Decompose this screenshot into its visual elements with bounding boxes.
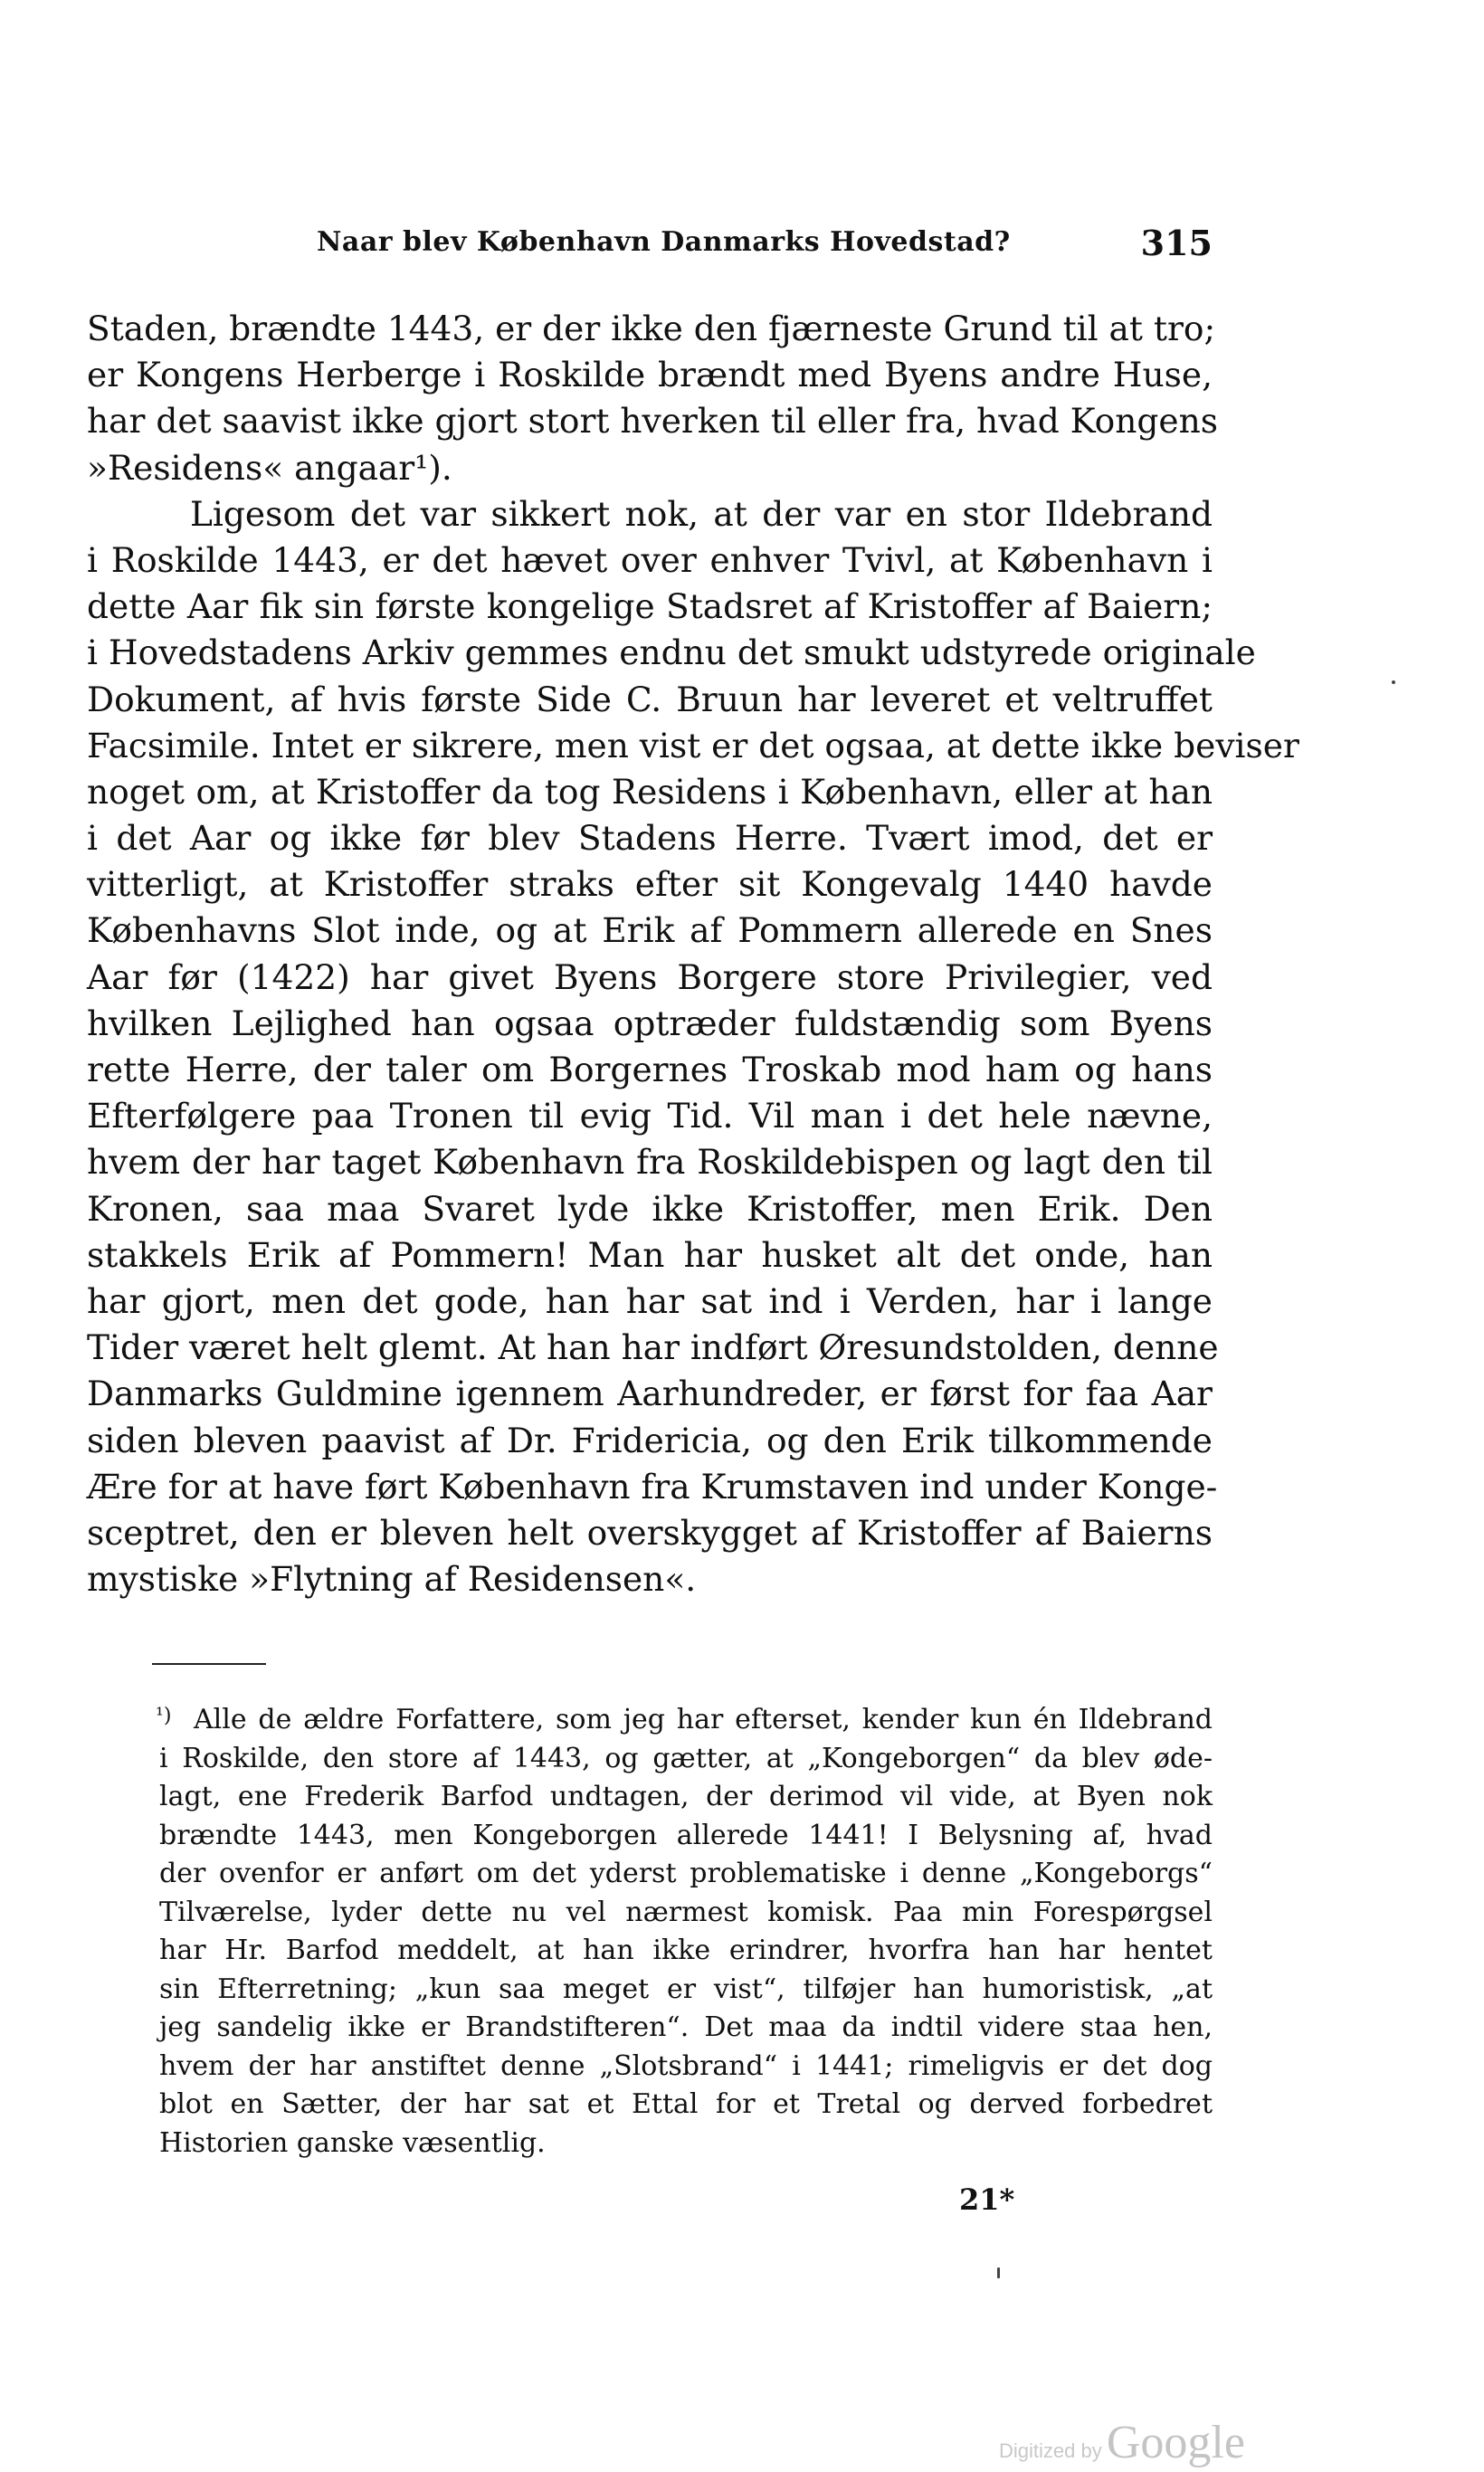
body-line: Danmarks Guldmine igennem Aarhundreder, er først for faa Aar <box>87 1374 1213 1414</box>
footnote-line: Historien ganske væsentlig. <box>159 2126 546 2159</box>
body-line: Facsimile. Intet er sikrere, men vist er det ogsaa, at dette ikke beviser <box>87 725 1299 765</box>
body-line: Københavns Slot inde, og at Erik af Pommern allerede en Snes <box>87 910 1213 951</box>
running-header <box>317 223 1213 271</box>
body-line: Kronen, saa maa Svaret lyde ikke Kristoffer, men Erik. Den <box>87 1188 1213 1229</box>
body-line: Aar før (1422) har givet Byens Borgere store Privilegier, ved <box>87 956 1213 997</box>
body-line: Ligesom det var sikkert nok, at der var en stor Ildebrand <box>190 493 1213 534</box>
body-line: hvilken Lejlighed han ogsaa optræder fuldstændig som Byens <box>87 1003 1213 1043</box>
body-line: dette Aar fik sin første kongelige Stadsret af Kristoffer af Baiern; <box>87 586 1213 627</box>
body-line: mystiske »Flytning af Residensen«. <box>87 1559 697 1600</box>
footnote-line: Alle de ældre Forfattere, som jeg har efterset, kender kun én Ildebrand <box>194 1704 1213 1735</box>
body-line: har det saavist ikke gjort stort hverken til eller fra, hvad Kongens <box>87 401 1218 442</box>
body-line: Dokument, af hvis første Side C. Bruun har leveret et veltruffet <box>87 679 1213 719</box>
body-line: stakkels Erik af Pommern! Man har husket alt det onde, han <box>87 1234 1213 1275</box>
body-line: er Kongens Herberge i Roskilde brændt med Byens andre Huse, <box>87 355 1213 395</box>
footnote-line: der ovenfor er anført om det yderst problematiske i denne „Kongeborgs“ <box>159 1858 1213 1889</box>
body-line: hvem der har taget København fra Roskildebispen og lagt den til <box>87 1142 1213 1183</box>
body-line: »Residens« angaar¹). <box>87 447 452 488</box>
speck-mark <box>1392 680 1395 684</box>
footnote-line: hvem der har anstiftet denne „Slotsbrand“ i 1441; rimeligvis er det dog <box>159 2049 1213 2082</box>
body-line: rette Herre, der taler om Borgernes Troskab mod ham og hans <box>87 1050 1213 1089</box>
footnote-line: brændte 1443, men Kongeborgen allerede 1441! I Belysning af, hvad <box>159 1819 1213 1851</box>
body-line: har gjort, men det gode, han har sat ind i Verden, har i lange <box>87 1280 1213 1321</box>
running-title: Naar blev København Danmarks Hovedstad? <box>317 226 1011 258</box>
footnote-marker: ¹) <box>156 1705 172 1727</box>
body-line: i det Aar og ikke før blev Stadens Herre. Tvært imod, det er <box>87 818 1213 859</box>
signature-mark: 21* <box>959 2182 1015 2217</box>
footnote-line: jeg sandelig ikke er Brandstifteren“. Det maa da indtil videre staa hen, <box>159 2011 1213 2043</box>
body-text <box>87 306 1299 1602</box>
footnote-line: lagt, ene Frederik Barfod undtagen, der derimod vil vide, at Byen nok <box>159 1781 1213 1812</box>
footnote <box>156 1701 1213 2163</box>
footnote-line: har Hr. Barfod meddelt, at han ikke erindrer, hvorfra han har hentet <box>159 1935 1213 1966</box>
google-logo: Google <box>1106 2417 1245 2468</box>
body-line: vitterligt, at Kristoffer straks efter sit Kongevalg 1440 havde <box>87 864 1213 905</box>
footnote-divider <box>152 1663 266 1665</box>
body-line: i Hovedstadens Arkiv gemmes endnu det smukt udstyrede originale <box>87 632 1256 673</box>
watermark-prefix: Digitized by <box>999 2439 1102 2462</box>
body-line: Ære for at have ført København fra Krumstaven ind under Konge- <box>87 1466 1218 1507</box>
body-line: sceptret, den er bleven helt overskygget af Kristoffer af Baierns <box>87 1512 1213 1553</box>
body-line: Staden, brændte 1443, er der ikke den fjærneste Grund til at tro; <box>87 309 1216 348</box>
footnote-line: sin Efterretning; „kun saa meget er vist“, tilføjer han humoristisk, „at <box>159 1973 1213 2005</box>
footnote-line: blot en Sætter, der har sat et Ettal for et Tretal og derved forbedret <box>159 2088 1213 2120</box>
body-line: siden bleven paavist af Dr. Fridericia, og den Erik tilkommende <box>87 1420 1213 1460</box>
body-line: Efterfølgere paa Tronen til evig Tid. Vil man i det hele nævne, <box>87 1096 1213 1136</box>
page-number: 315 <box>1140 223 1213 263</box>
body-line: i Roskilde 1443, er det hævet over enhver Tvivl, at København i <box>87 539 1213 580</box>
body-line: Tider været helt glemt. At han har indført Øresundstolden, denne <box>87 1327 1219 1368</box>
speck-mark <box>997 2268 1000 2278</box>
digitized-watermark <box>999 2416 1245 2470</box>
body-line: noget om, at Kristoffer da tog Residens i København, eller at han <box>87 771 1213 812</box>
footnote-line: i Roskilde, den store af 1443, og gætter, at „Kongeborgen“ da blev øde- <box>159 1742 1213 1774</box>
footnote-line: Tilværelse, lyder dette nu vel nærmest komisk. Paa min Forespørgsel <box>159 1896 1213 1928</box>
